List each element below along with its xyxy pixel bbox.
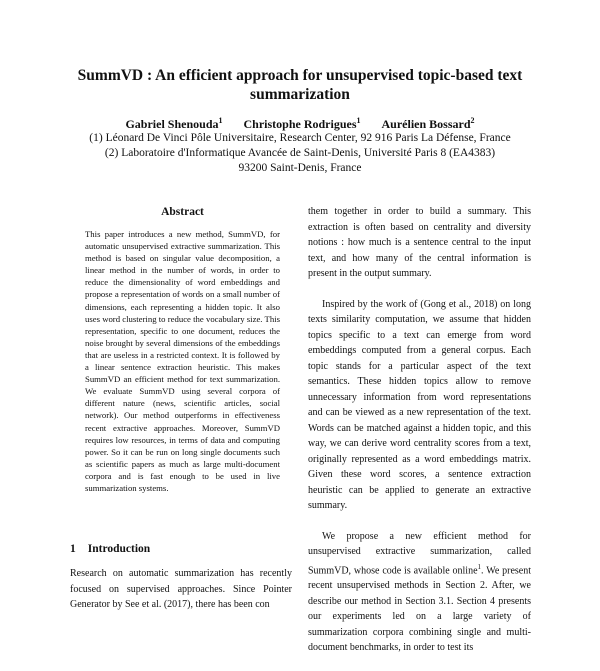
affiliation-2: (2) Laboratoire d'Informatique Avancée de Saint-Denis, Université Paris 8 (EA4383): [104, 147, 496, 159]
right-paragraph-3: [308, 529, 531, 656]
section-title: Introduction: [87, 543, 151, 555]
abstract-text: This paper introduces a new method, SummVD, for automatic unsupervised extractive summarization. This method is based on singular value decomposition, a linear method in the number of words, in order to reduce the dimensionality of word embeddings and propose a representation of words on a small number of dimensions, each representing a hidden topic. It also uses word clustering to reduce the vocabulary size. This representation, specific to one document, reduces the noise brought by several dimensions of the embeddings that are useless in a restricted context. It is followed by a linear sentence extraction heuristic. This makes SummVD an efficient method for text summarization. We evaluate SummVD using several corpora of different nature (news, scientific articles, social network). Our method outperforms in effectiveness recent extractive approaches. Moreover, SummVD requires low resources, in terms of data and computing power. So it can be run on long single documents such as scientific papers as much as large multi-document corpora and is fast enough to be used in live summarization systems.: [85, 229, 280, 493]
author-name: Gabriel Shenouda: [125, 117, 219, 131]
right-paragraph-2: Inspired by the work of (Gong et al., 2018) on long texts similarity computation, we assume that hidden topics specific to a text can emerge from word embeddings computed from a general corpus. Each topic stands for a particular aspect of the text semantics. These hidden topics allow to remove unnecessary information from word representations and can be viewed as a new representation of the text. Words can be matched against a hidden topic, and this way, we can derive word centrality scores from a text, originally represented as a word embeddings matrix. Given these word scores, a sentence extraction heuristic can be applied to generate an extractive summary.: [308, 298, 531, 511]
author-name: Aurélien Bossard: [381, 117, 471, 131]
author-1: [125, 117, 222, 131]
right-paragraph-1: them together in order to build a summary. This extraction is often based on centrality and diversity notions : how much is a sentence central to the input text, and how many of the central information is present in the output summary.: [308, 206, 531, 279]
paragraph-text-cont: . We present recent unsupervised methods in Section 2. After, we describe our method in Section 3.1. Section 4 presents our experiments led on a large variety of summarization corpora combining single and multi-document benchmarks, in order to test its: [308, 564, 531, 654]
section-number: 1: [70, 543, 76, 555]
paper-title: SummVD : An efficient approach for unsupervised topic-based text summarization: [77, 67, 523, 103]
author-3: [382, 117, 475, 131]
paragraph-text: We propose a new efficient method for unsupervised extractive summarization, called SummVD, whose code is available online: [308, 530, 531, 576]
author-list: [40, 113, 560, 132]
affiliation-mark: 2: [470, 116, 475, 125]
abstract-body: [85, 228, 280, 494]
introduction-text: Research on automatic summarization has recently focused on supervised approaches. Since Pointer Generator by See et al. (2017), there has been con: [70, 568, 292, 610]
author-name: Christophe Rodrigues: [243, 117, 357, 131]
right-column: [308, 204, 531, 671]
affiliation-mark: 1: [356, 116, 361, 125]
author-2: [244, 117, 361, 131]
abstract-heading: Abstract: [161, 206, 204, 218]
affiliation-1: (1) Léonard De Vinci Pôle Universitaire, Research Center, 92 916 Paris La Défense, France: [89, 132, 511, 144]
affiliation-2-city: 93200 Saint-Denis, France: [238, 162, 362, 174]
footnote-mark: 1: [477, 562, 482, 571]
section-heading-introduction: [70, 543, 290, 555]
affiliation-mark: 1: [218, 116, 223, 125]
